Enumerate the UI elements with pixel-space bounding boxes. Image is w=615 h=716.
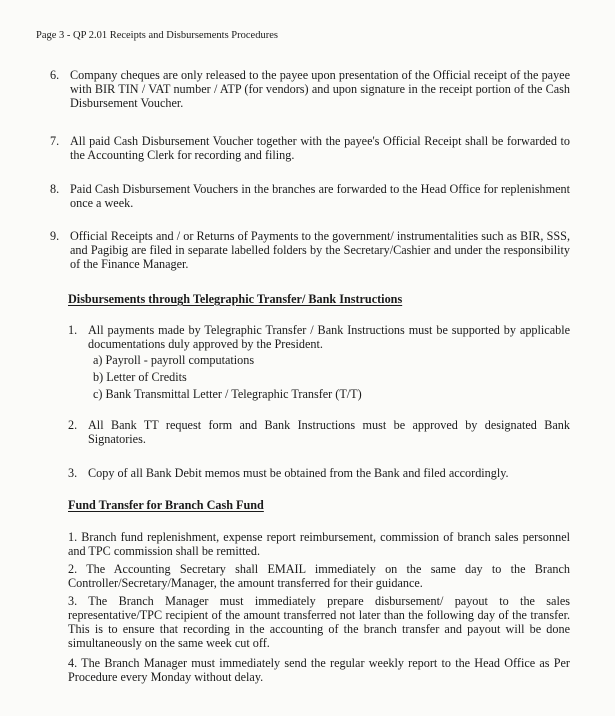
- item-text: Company cheques are only released to the payee upon presentation of the Official receipt of the payee with BIR TIN / VAT number / ATP (for vendors) and upon signature in the receipt portion of the Cash Disbursement Voucher.: [70, 68, 570, 110]
- list-item: [50, 229, 570, 271]
- item-text: Paid Cash Disbursement Vouchers in the branches are forwarded to the Head Office for replenishment once a week.: [70, 182, 570, 210]
- item-text: All Bank TT request form and Bank Instructions must be approved by designated Bank Signatories.: [88, 418, 570, 446]
- page-header: Page 3 - QP 2.01 Receipts and Disbursements Procedures: [36, 30, 278, 41]
- section-heading: Disbursements through Telegraphic Transfer/ Bank Instructions: [68, 292, 403, 306]
- item-number: 9.: [50, 229, 60, 243]
- section-heading: Fund Transfer for Branch Cash Fund: [68, 498, 264, 512]
- paragraph: 4. The Branch Manager must immediately send the regular weekly report to the Head Office as Per Procedure every Monday without delay.: [68, 656, 570, 684]
- list-item: [50, 134, 570, 162]
- sub-item: a) Payroll - payroll computations: [93, 353, 255, 367]
- list-item: [50, 182, 570, 210]
- sub-item: b) Letter of Credits: [93, 370, 187, 384]
- item-number: 1.: [68, 323, 78, 337]
- item-number: 7.: [50, 134, 60, 148]
- item-text: All paid Cash Disbursement Voucher together with the payee's Official Receipt shall be forwarded to the Accounting Clerk for recording and filing.: [70, 134, 570, 162]
- item-text: All payments made by Telegraphic Transfer / Bank Instructions must be supported by applicable documentations duly approved by the President.: [88, 323, 570, 351]
- list-item: [68, 466, 588, 480]
- item-number: 8.: [50, 182, 60, 196]
- item-text: Official Receipts and / or Returns of Payments to the government/ instrumentalities such as BIR, SSS, and Pagibig are filed in separate labelled folders by the Secretary/Cashier and under the responsibility of the Finance Manager.: [70, 229, 570, 271]
- item-text: Copy of all Bank Debit memos must be obtained from the Bank and filed accordingly.: [88, 466, 509, 480]
- list-item: [68, 323, 570, 351]
- paragraph: 1. Branch fund replenishment, expense report reimbursement, commission of branch sales personnel and TPC commission shall be remitted.: [68, 530, 570, 558]
- paragraph: 2. The Accounting Secretary shall EMAIL immediately on the same day to the Branch Controller/Secretary/Manager, the amount transferred for their guidance.: [68, 562, 570, 590]
- sub-item: c) Bank Transmittal Letter / Telegraphic Transfer (T/T): [93, 387, 362, 401]
- item-number: 3.: [68, 466, 78, 480]
- list-item: [68, 418, 570, 446]
- item-number: 6.: [50, 68, 60, 82]
- paragraph: 3. The Branch Manager must immediately prepare disbursement/ payout to the sales representative/TPC recipient of the amount transferred not later than the following day of the transfer. This is to ensure that recording in the accounting of the branch transfer and payout will be done simultaneously on the same week cut off.: [68, 594, 570, 650]
- item-number: 2.: [68, 418, 78, 432]
- list-item: [50, 68, 570, 110]
